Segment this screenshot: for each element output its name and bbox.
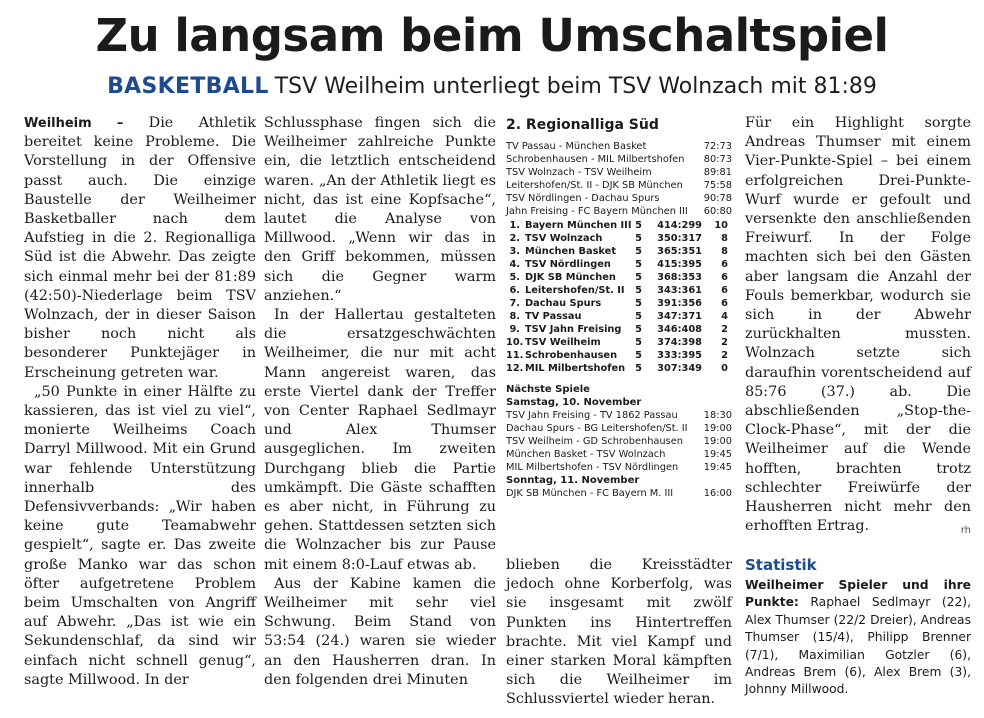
standings-wins: 6 [721, 259, 728, 270]
standings-row [506, 271, 732, 284]
standings-rank: 7. [509, 298, 520, 309]
game-row [506, 487, 732, 500]
standings-rank: 10. [506, 337, 524, 348]
games-list-sunday [506, 487, 732, 500]
standings-rank: 6. [509, 285, 520, 296]
result-match: Jahn Freising - FC Bayern München III [506, 206, 688, 217]
results-list [506, 140, 732, 218]
standings-row [506, 258, 732, 271]
standings-points: 414:299 [657, 220, 702, 231]
standings-points: 374:398 [657, 337, 702, 348]
game-time: 19:45 [703, 449, 732, 460]
paragraph: Schlussphase fingen sich die Weilheimer zahlreiche Punkte ein, die letztlich entscheidend waren. „An der Athletik liegt es nicht, das ist eine Kopfsache“, lautet die Analyse von Millwood. „Wenn wir das in den Griff bekommen, müssen sich die Gegner warm anziehen.“ [264, 115, 496, 304]
standings-wins: 2 [721, 350, 728, 361]
statistics-box [745, 556, 971, 699]
standings-team: TV Passau [525, 311, 582, 322]
dateline: Weilheim – [24, 116, 124, 131]
statistics-lead: Weilheimer Spieler und ihre Punkte: [745, 578, 971, 610]
standings-rank: 4. [509, 259, 520, 270]
result-row [506, 140, 732, 153]
article-column-3 [506, 556, 732, 706]
paragraph: Aus der Kabine kamen die Weilheimer mit sehr viel Schwung. Beim Stand von 53:54 (24.) waren sie wieder an den Hausherren dran. In den folgenden drei Minuten [264, 575, 496, 688]
standings-team: TSV Weilheim [525, 337, 601, 348]
standings-points: 368:353 [657, 272, 702, 283]
standings-team: TSV Nördlingen [525, 259, 611, 270]
standings-team: Leitershofen/St. II [525, 285, 625, 296]
standings-team: Schrobenhausen [525, 350, 618, 361]
result-score: 60:80 [703, 206, 732, 217]
game-time: 19:00 [703, 423, 732, 434]
standings-team: TSV Wolnzach [525, 233, 603, 244]
game-match: TSV Weilheim - GD Schrobenhausen [506, 436, 683, 447]
standings-row [506, 336, 732, 349]
game-time: 19:45 [703, 462, 732, 473]
standings-row [506, 219, 732, 232]
standings-row [506, 323, 732, 336]
paragraph: In der Hallertau gestalteten die ersatzgeschwächten Weilheimer, die nur mit acht Mann angereist waren, das erste Viertel dank der Treffer von Center Raphael Sedlmayr und Alex Thumser ausgeglichen. Im zweiten Durchgang blieb die Partie umkämpft. Die Gäste schafften es aber nicht, in Führung zu gehen. Stattdessen setzten sich die Wolnzacher bis zur Pause mit einem 8:0-Lauf etwas ab. [264, 307, 496, 573]
result-row [506, 153, 732, 166]
standings-rank: 5. [509, 272, 520, 283]
standings-row [506, 284, 732, 297]
result-match: Schrobenhausen - MIL Milbertshofen [506, 154, 685, 165]
standings-row [506, 232, 732, 245]
paragraph [745, 114, 971, 536]
standings-team: Bayern München III [525, 220, 632, 231]
standings-points: 415:395 [657, 259, 702, 270]
standings-wins: 2 [721, 324, 728, 335]
standings-points: 350:317 [657, 233, 702, 244]
standings-rank: 3. [509, 246, 520, 257]
result-row [506, 179, 732, 192]
league-title: 2. Regionalliga Süd [506, 117, 659, 133]
standings-row [506, 310, 732, 323]
games-list-saturday [506, 409, 732, 474]
game-row [506, 409, 732, 422]
standings-rank: 9. [509, 324, 520, 335]
standings-games: 5 [635, 337, 642, 348]
standings-games: 5 [635, 311, 642, 322]
result-match: TSV Nördlingen - Dachau Spurs [506, 193, 660, 204]
standings-wins: 8 [721, 246, 728, 257]
league-box [506, 116, 732, 500]
game-match: MIL Milbertshofen - TSV Nördlingen [506, 462, 679, 473]
paragraph-text: Die Athletik bereitet keine Probleme. Die Vorstellung in der Offensive passt auch. Die einzige Baustelle der Weilheimer Basketballer nach dem Aufstieg in die 2. Regionalliga Süd ist die Abwehr. Das zeigte sich einmal mehr bei der 81:89 (42:50)-Niederlage beim TSV Wolnzach, der in dieser Saison bisher noch nicht als besonderer Punktejäger in Erscheinung getreten war. [24, 115, 256, 381]
article-column-2 [264, 114, 496, 704]
standings-rank: 8. [509, 311, 520, 322]
standings-points: 365:351 [657, 246, 702, 257]
result-score: 80:73 [703, 154, 732, 165]
statistics-heading: Statistik [745, 556, 817, 574]
game-match: Dachau Spurs - BG Leitershofen/St. II [506, 423, 688, 434]
standings-points: 307:349 [657, 363, 702, 374]
headline: Zu langsam beim Umschaltspiel [95, 9, 889, 62]
result-score: 89:81 [703, 167, 732, 178]
section-kicker: BASKETBALL [107, 74, 269, 99]
standings-games: 5 [635, 272, 642, 283]
standings-team: Dachau Spurs [525, 298, 602, 309]
paragraph [24, 114, 256, 383]
game-match: DJK SB München - FC Bayern M. III [506, 488, 674, 499]
statistics-text [745, 577, 971, 699]
standings-team: MIL Milbertshofen [525, 363, 626, 374]
result-match: Leitershofen/St. II - DJK SB München [506, 180, 683, 191]
standings-games: 5 [635, 259, 642, 270]
game-row [506, 422, 732, 435]
standings-wins: 6 [721, 298, 728, 309]
game-match: TSV Jahn Freising - TV 1862 Passau [506, 410, 678, 421]
subheadline-text: TSV Weilheim unterliegt beim TSV Wolnzach mit 81:89 [274, 74, 877, 99]
result-row [506, 205, 732, 218]
standings-team: TSV Jahn Freising [525, 324, 622, 335]
standings-games: 5 [635, 324, 642, 335]
standings-wins: 4 [721, 311, 728, 322]
result-match: TSV Wolnzach - TSV Weilheim [506, 167, 652, 178]
standings-points: 333:395 [657, 350, 702, 361]
standings-games: 5 [635, 285, 642, 296]
standings-team: DJK SB München [525, 272, 616, 283]
paragraph-text: Für ein Highlight sorgte Andreas Thumser mit einem Vier-Punkte-Spiel – bei einem erfolgreichen Drei-Punkte-Wurf wurde er gefoult und versenkte den anschließenden Freiwurf. In der Folge machten sich bei den Gästen aber langsam die Anzahl der Fouls bemerkbar, wodurch sie sich in der Abwehr zurückhalten mussten. Wolnzach setzte sich daraufhin vorentscheidend auf 85:76 (37.) ab. Die abschließenden „Stop-the-Clock-Phase“, mit der die Weilheimer auf die Wende hofften, brachten trotz schlechter Freiwürfe der Hausherren nicht mehr den erhofften Ertrag. [745, 115, 971, 535]
standings-points: 347:371 [657, 311, 702, 322]
standings-wins: 6 [721, 272, 728, 283]
standings-points: 346:408 [657, 324, 702, 335]
result-match: TV Passau - München Basket [506, 141, 647, 152]
day-heading: Samstag, 10. November [506, 397, 642, 408]
standings-rank: 12. [506, 363, 524, 374]
standings-points: 391:356 [657, 298, 702, 309]
result-score: 75:58 [703, 180, 732, 191]
paragraph: blieben die Kreisstädter jedoch ohne Korberfolg, was sie insgesamt mit zwölf Punkten ins Hintertreffen brachte. Mit viel Kampf und einer starken Moral kämpften sich die Weilheimer im Schlussviertel wieder heran. [506, 557, 732, 708]
article-column-1 [24, 114, 256, 704]
standings-rank: 2. [509, 233, 520, 244]
game-row [506, 448, 732, 461]
paragraph: „50 Punkte in einer Hälfte zu kassieren, das ist viel zu viel“, monierte Weilheims Coach Darryl Millwood. Mit ein Grund war fehlende Unterstützung innerhalb des Defensivverbands: „Wir haben keine gute Teamabwehr gespielt“, sagte er. Das zweite große Manko war das schon öfter aufgetretene Problem beim Umschalten von Angriff auf Abwehr. „Das ist wie ein Sekundenschlaf, da sind wir einfach nicht schnell genug“, sagte Millwood. In der [24, 383, 256, 688]
game-row [506, 435, 732, 448]
standings-games: 5 [635, 233, 642, 244]
standings-wins: 2 [721, 337, 728, 348]
standings-rank: 1. [509, 220, 520, 231]
standings-wins: 6 [721, 285, 728, 296]
standings-team: München Basket [525, 246, 616, 257]
game-match: München Basket - TSV Wolnzach [506, 449, 666, 460]
standings-games: 5 [635, 350, 642, 361]
standings-points: 343:361 [657, 285, 702, 296]
standings-wins: 8 [721, 233, 728, 244]
author-signature: rh [960, 525, 971, 537]
standings-row [506, 362, 732, 375]
game-row [506, 461, 732, 474]
standings-games: 5 [635, 298, 642, 309]
result-score: 72:73 [703, 141, 732, 152]
day-heading: Sonntag, 11. November [506, 475, 640, 486]
standings-wins: 10 [714, 220, 728, 231]
game-time: 19:00 [703, 436, 732, 447]
standings-rank: 11. [506, 350, 524, 361]
result-row [506, 166, 732, 179]
standings-row [506, 349, 732, 362]
standings-row [506, 245, 732, 258]
standings-games: 5 [635, 220, 642, 231]
subheadline [0, 72, 984, 102]
result-score: 90:78 [703, 193, 732, 204]
result-row [506, 192, 732, 205]
standings-games: 5 [635, 363, 642, 374]
standings-table [506, 219, 732, 375]
game-time: 16:00 [703, 488, 732, 499]
game-time: 18:30 [703, 410, 732, 421]
standings-row [506, 297, 732, 310]
statistics-players: Raphael Sedlmayr (22), Alex Thumser (22/2 Dreier), Andreas Thumser (15/4), Philipp Brenner (7/1), Maximilian Gotzler (6), Andreas Brem (6), Alex Brem (3), Johnny Millwood. [745, 595, 971, 697]
next-games-title: Nächste Spiele [506, 384, 590, 395]
standings-wins: 0 [721, 363, 728, 374]
standings-games: 5 [635, 246, 642, 257]
article-column-4 [745, 114, 971, 537]
